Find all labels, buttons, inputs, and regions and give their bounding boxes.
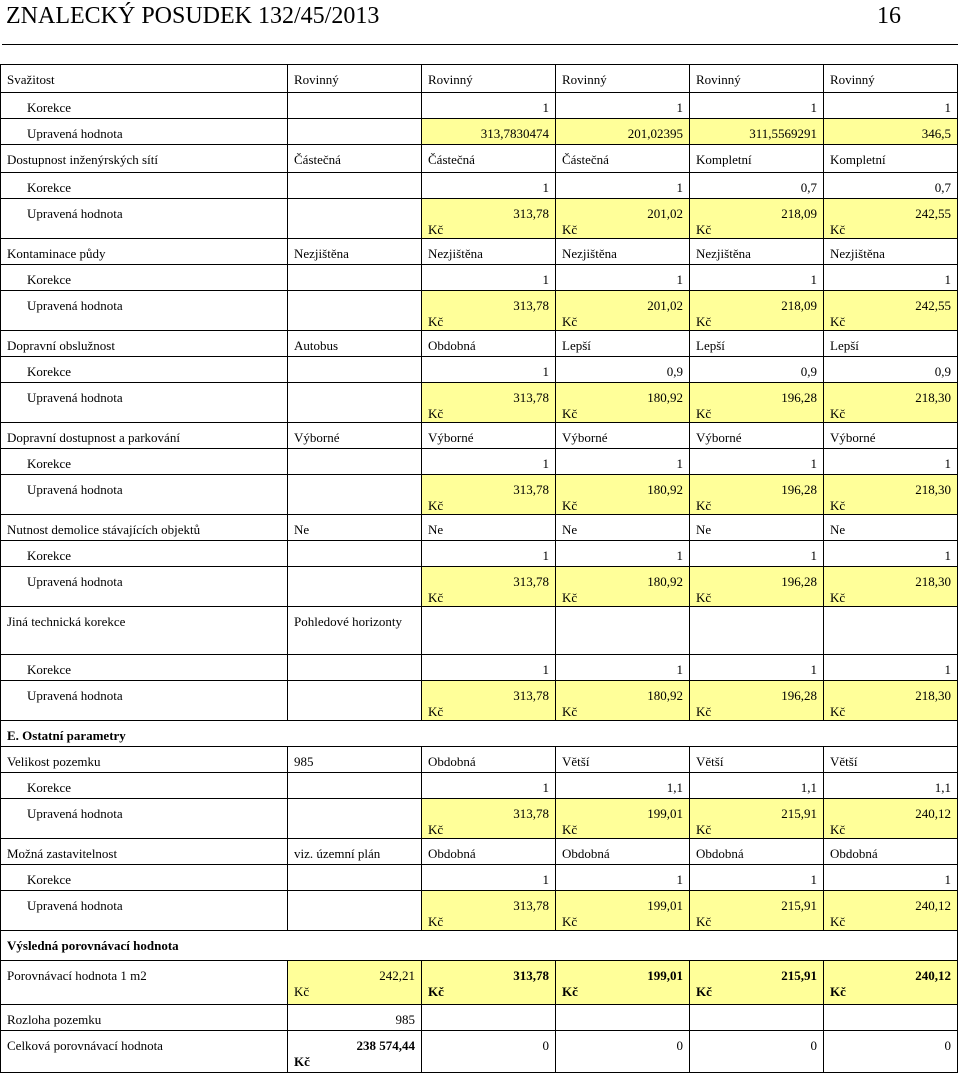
korekce-value: 0,7 [690,173,824,199]
result-title: Výsledná porovnávací hodnota [1,931,958,961]
korekce-label: Korekce [1,541,288,567]
porovnavaci-value [556,961,690,1005]
upravena-row [1,291,958,331]
currency-kc: Kč [428,314,444,329]
upravena-subject-empty [288,291,422,331]
upravena-subject-empty [288,119,422,145]
comparable-value: Nezjištěna [690,239,824,265]
page-number: 16 [877,3,901,29]
currency-kc: Kč [428,914,444,929]
currency-kc: Kč [696,222,712,237]
currency-kc: Kč [428,704,444,719]
upravena-value [556,199,690,239]
comparable-value: Obdobná [422,331,556,357]
korekce-row [1,655,958,681]
comparable-value: Ne [824,515,958,541]
upravena-value-value: 242,55 [915,206,951,221]
criterion-name: Nutnost demolice stávajících objektů [1,515,288,541]
korekce-value: 1 [422,655,556,681]
celkova-subject [288,1031,422,1073]
comparable-value: Částečná [556,145,690,173]
upravena-value-value: 218,30 [915,482,951,497]
currency-kc: Kč [696,914,712,929]
comparable-value: Větší [556,747,690,773]
korekce-subject-empty [288,655,422,681]
comparable-value: Nezjištěna [824,239,958,265]
upravena-row [1,681,958,721]
criterion-row [1,607,958,655]
korekce-value: 1 [824,865,958,891]
korekce-value: 1 [690,865,824,891]
korekce-subject-empty [288,773,422,799]
upravena-value-value: 180,92 [647,390,683,405]
upravena-value-value: 196,28 [781,482,817,497]
subject-value: 985 [288,747,422,773]
upravena-value-value: 201,02 [647,206,683,221]
upravena-value-value: 313,78 [513,390,549,405]
korekce-value: 1 [422,93,556,119]
korekce-value: 1 [422,357,556,383]
upravena-value [690,199,824,239]
upravena-value [690,291,824,331]
rozloha-value: 985 [288,1005,422,1031]
korekce-value: 1 [422,541,556,567]
criterion-name: Dopravní dostupnost a parkování [1,423,288,449]
korekce-label: Korekce [1,357,288,383]
upravena-value-value: 218,09 [781,298,817,313]
subject-value: Rovinný [288,65,422,93]
upravena-subject-empty [288,891,422,931]
currency-kc: Kč [830,498,846,513]
korekce-value: 1,1 [690,773,824,799]
currency-kc: Kč [830,704,846,719]
upravena-value [690,799,824,839]
upravena-value-value: 199,01 [647,898,683,913]
comparable-value: Nezjištěna [556,239,690,265]
comparable-value: Výborné [824,423,958,449]
korekce-value: 1 [690,449,824,475]
upravena-value [824,681,958,721]
upravena-value [422,681,556,721]
upravena-value [824,199,958,239]
porovnavaci-value [422,961,556,1005]
comparable-value: Obdobná [422,839,556,865]
korekce-value: 1 [422,449,556,475]
currency-kc: Kč [830,590,846,605]
upravena-value: 201,02395 [556,119,690,145]
currency-kc: Kč [294,984,310,999]
criterion-row [1,423,958,449]
upravena-value-value: 240,12 [915,898,951,913]
currency-kc: Kč [696,498,712,513]
document-title: ZNALECKÝ POSUDEK 132/45/2013 [6,3,380,29]
korekce-subject-empty [288,173,422,199]
korekce-value: 1,1 [556,773,690,799]
korekce-value: 1 [422,773,556,799]
comparable-value: Rovinný [690,65,824,93]
porovnavaci-subject-value: 242,21 [379,968,415,983]
currency-kc: Kč [696,822,712,837]
comparable-value: Ne [690,515,824,541]
korekce-row [1,173,958,199]
upravena-value [824,291,958,331]
upravena-value-value: 180,92 [647,574,683,589]
korekce-label: Korekce [1,655,288,681]
porovnavaci-subject [288,961,422,1005]
upravena-value [556,891,690,931]
upravena-value-value: 313,78 [513,206,549,221]
upravena-value-value: 313,78 [513,298,549,313]
currency-kc: Kč [428,498,444,513]
upravena-value [422,383,556,423]
upravena-value-value: 196,28 [781,574,817,589]
comparable-value: Nezjištěna [422,239,556,265]
currency-kc: Kč [562,914,578,929]
korekce-label: Korekce [1,173,288,199]
upravena-subject-empty [288,567,422,607]
subject-value: Pohledové horizonty [288,607,422,655]
upravena-value [824,475,958,515]
upravena-value-value: 313,78 [513,482,549,497]
criterion-name: Dostupnost inženýrských sítí [1,145,288,173]
upravena-value [690,681,824,721]
result-title-row [1,931,958,961]
currency-kc: Kč [428,822,444,837]
section-title-row [1,721,958,747]
upravena-value-value: 242,55 [915,298,951,313]
upravena-value-value: 218,30 [915,688,951,703]
comparable-value: Větší [824,747,958,773]
upravena-row [1,891,958,931]
subject-value: Nezjištěna [288,239,422,265]
criterion-name: Velikost pozemku [1,747,288,773]
currency-kc: Kč [428,984,444,999]
upravena-value [422,567,556,607]
header-rule [2,44,958,45]
comparable-value [422,607,556,655]
comparable-value: Ne [556,515,690,541]
upravena-value [690,383,824,423]
currency-kc: Kč [562,984,578,999]
currency-kc: Kč [696,406,712,421]
korekce-value: 1 [824,655,958,681]
celkova-label: Celková porovnávací hodnota [1,1031,288,1073]
celkova-value: 0 [690,1031,824,1073]
upravena-value-value: 215,91 [781,898,817,913]
currency-kc: Kč [830,314,846,329]
korekce-value: 0,7 [824,173,958,199]
comparable-value: Výborné [422,423,556,449]
upravena-row [1,119,958,145]
criterion-row [1,331,958,357]
currency-kc: Kč [562,222,578,237]
korekce-row [1,265,958,291]
korekce-row [1,773,958,799]
upravena-label: Upravená hodnota [1,291,288,331]
section-e-title: E. Ostatní parametry [1,721,958,747]
korekce-row [1,865,958,891]
upravena-label: Upravená hodnota [1,681,288,721]
criterion-name: Možná zastavitelnost [1,839,288,865]
korekce-value: 1 [690,541,824,567]
currency-kc: Kč [830,822,846,837]
currency-kc: Kč [696,984,712,999]
upravena-value [824,383,958,423]
currency-kc: Kč [696,704,712,719]
comparable-value: Obdobná [422,747,556,773]
currency-kc: Kč [562,704,578,719]
celkova-value: 0 [422,1031,556,1073]
upravena-row [1,799,958,839]
comparable-value: Rovinný [556,65,690,93]
korekce-subject-empty [288,449,422,475]
korekce-value: 1 [556,541,690,567]
currency-kc: Kč [562,822,578,837]
upravena-value [422,891,556,931]
upravena-value [556,681,690,721]
korekce-row [1,541,958,567]
upravena-value [556,475,690,515]
subject-value: viz. územní plán [288,839,422,865]
rozloha-empty [690,1005,824,1031]
upravena-value-value: 180,92 [647,482,683,497]
upravena-label: Upravená hodnota [1,799,288,839]
comparison-table [0,64,958,1073]
currency-kc: Kč [428,406,444,421]
upravena-value-value: 313,78 [513,806,549,821]
criterion-name: Jiná technická korekce [1,607,288,655]
criterion-name: Kontaminace půdy [1,239,288,265]
upravena-value-value: 218,30 [915,574,951,589]
criterion-row [1,515,958,541]
currency-kc: Kč [696,590,712,605]
currency-kc: Kč [562,406,578,421]
upravena-value-value: 201,02 [647,298,683,313]
currency-kc: Kč [428,222,444,237]
comparable-value: Částečná [422,145,556,173]
currency-kc: Kč [830,406,846,421]
comparable-value: Obdobná [690,839,824,865]
upravena-value [690,475,824,515]
rozloha-empty [556,1005,690,1031]
comparable-value: Lepší [824,331,958,357]
korekce-label: Korekce [1,93,288,119]
upravena-subject-empty [288,199,422,239]
upravena-value [824,567,958,607]
porovnavaci-value [824,961,958,1005]
korekce-value: 1 [690,265,824,291]
currency-kc: Kč [830,222,846,237]
korekce-value: 1 [556,93,690,119]
rozloha-empty [824,1005,958,1031]
korekce-value: 1 [824,541,958,567]
upravena-value [824,891,958,931]
korekce-subject-empty [288,865,422,891]
upravena-value-value: 313,78 [513,898,549,913]
korekce-value: 1 [824,449,958,475]
korekce-row [1,93,958,119]
subject-value: Ne [288,515,422,541]
upravena-value [422,291,556,331]
korekce-value: 1 [824,93,958,119]
korekce-value: 0,9 [690,357,824,383]
korekce-value: 1 [824,265,958,291]
porovnavaci-value-value: 240,12 [915,968,951,983]
comparable-value: Lepší [556,331,690,357]
upravena-value [824,799,958,839]
korekce-subject-empty [288,265,422,291]
comparable-value [556,607,690,655]
korekce-label: Korekce [1,449,288,475]
upravena-value-value: 199,01 [647,806,683,821]
korekce-row [1,357,958,383]
rozloha-empty [422,1005,556,1031]
korekce-subject-empty [288,541,422,567]
subject-value: Výborné [288,423,422,449]
korekce-label: Korekce [1,773,288,799]
comparable-value: Rovinný [422,65,556,93]
criterion-row [1,145,958,173]
comparable-value: Rovinný [824,65,958,93]
upravena-value-value: 313,78 [513,574,549,589]
upravena-subject-empty [288,475,422,515]
upravena-value [422,799,556,839]
upravena-row [1,567,958,607]
korekce-value: 1 [556,173,690,199]
upravena-subject-empty [288,383,422,423]
upravena-label: Upravená hodnota [1,891,288,931]
criterion-row [1,65,958,93]
korekce-value: 1 [556,655,690,681]
upravena-value [556,799,690,839]
rozloha-label: Rozloha pozemku [1,1005,288,1031]
korekce-value: 1 [422,865,556,891]
porovnavaci-label: Porovnávací hodnota 1 m2 [1,961,288,1005]
upravena-value-value: 196,28 [781,688,817,703]
upravena-value [690,567,824,607]
comparable-value: Lepší [690,331,824,357]
upravena-value: 346,5 [824,119,958,145]
celkova-value: 0 [824,1031,958,1073]
upravena-value [556,383,690,423]
upravena-value-value: 196,28 [781,390,817,405]
comparable-value: Obdobná [824,839,958,865]
upravena-label: Upravená hodnota [1,567,288,607]
upravena-row [1,383,958,423]
celkova-value: 0 [556,1031,690,1073]
porovnavaci-value-value: 215,91 [781,968,817,983]
korekce-value: 1 [556,865,690,891]
comparable-value: Větší [690,747,824,773]
page-header [0,0,960,64]
korekce-value: 1 [556,265,690,291]
upravena-row [1,199,958,239]
porovnavaci-value [690,961,824,1005]
comparable-value: Výborné [690,423,824,449]
criterion-row [1,839,958,865]
rozloha-row [1,1005,958,1031]
comparable-value: Ne [422,515,556,541]
celkova-subject-value: 238 574,44 [356,1038,415,1053]
upravena-subject-empty [288,799,422,839]
korekce-value: 1 [422,265,556,291]
upravena-label: Upravená hodnota [1,119,288,145]
upravena-value [690,891,824,931]
korekce-value: 1,1 [824,773,958,799]
porovnavaci-value-value: 199,01 [647,968,683,983]
korekce-value: 1 [556,449,690,475]
comparable-value: Kompletní [690,145,824,173]
korekce-value: 1 [422,173,556,199]
korekce-label: Korekce [1,265,288,291]
comparable-value [690,607,824,655]
korekce-value: 1 [690,93,824,119]
currency-kc: Kč [562,498,578,513]
korekce-value: 0,9 [556,357,690,383]
porovnavaci-row [1,961,958,1005]
upravena-value: 313,7830474 [422,119,556,145]
korekce-value: 1 [690,655,824,681]
upravena-label: Upravená hodnota [1,199,288,239]
upravena-value-value: 180,92 [647,688,683,703]
currency-kc: Kč [696,314,712,329]
upravena-subject-empty [288,681,422,721]
criterion-name: Dopravní obslužnost [1,331,288,357]
korekce-subject-empty [288,357,422,383]
upravena-value-value: 313,78 [513,688,549,703]
upravena-label: Upravená hodnota [1,475,288,515]
upravena-label: Upravená hodnota [1,383,288,423]
upravena-value [556,291,690,331]
currency-kc: Kč [562,314,578,329]
currency-kc: Kč [830,914,846,929]
upravena-value-value: 218,09 [781,206,817,221]
korekce-label: Korekce [1,865,288,891]
porovnavaci-value-value: 313,78 [513,968,549,983]
subject-value: Autobus [288,331,422,357]
comparable-value [824,607,958,655]
currency-kc: Kč [830,984,846,999]
korekce-value: 0,9 [824,357,958,383]
korekce-subject-empty [288,93,422,119]
criterion-row [1,747,958,773]
comparison-table-body [1,65,958,1073]
korekce-row [1,449,958,475]
currency-kc: Kč [294,1054,310,1069]
upravena-value-value: 218,30 [915,390,951,405]
subject-value: Částečná [288,145,422,173]
upravena-value-value: 240,12 [915,806,951,821]
upravena-row [1,475,958,515]
currency-kc: Kč [428,590,444,605]
comparable-value: Obdobná [556,839,690,865]
upravena-value-value: 215,91 [781,806,817,821]
criterion-row [1,239,958,265]
upravena-value [422,199,556,239]
upravena-value: 311,5569291 [690,119,824,145]
comparable-value: Kompletní [824,145,958,173]
upravena-value [422,475,556,515]
currency-kc: Kč [562,590,578,605]
celkova-row [1,1031,958,1073]
criterion-name: Svažitost [1,65,288,93]
upravena-value [556,567,690,607]
comparable-value: Výborné [556,423,690,449]
